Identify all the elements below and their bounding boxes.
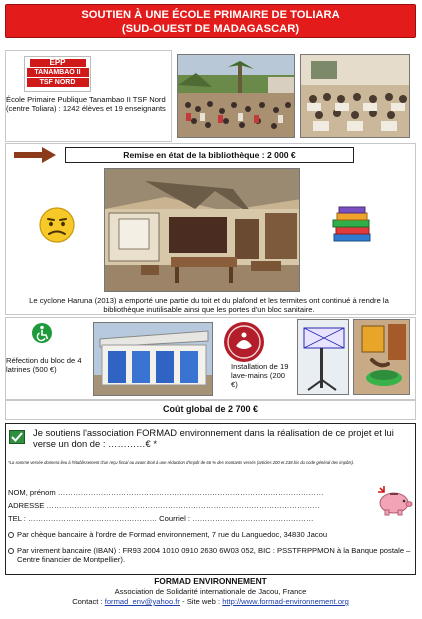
tel-email-field[interactable]: TEL : …………………………………………… Courriel : ………………………………………… [8,514,314,523]
library-photo [104,168,300,292]
schoolyard-photo [177,54,295,138]
logo-tsf-nord: TSF NORD [27,78,89,87]
logo-epp: EPP [30,59,86,67]
footer-subtitle: Association de Solidarité internationale de Jacou, France [114,587,307,596]
piggy-bank-icon [374,482,414,516]
website-link[interactable]: http://www.formad-environnement.org [222,597,349,606]
latrines-photo [93,322,213,396]
total-cost: Coût global de 2 700 € [162,404,259,414]
handwashing-photo [353,319,410,395]
title-line-2: (SUD-OUEST DE MADAGASCAR) [121,23,300,35]
pledge-text: Je soutiens l'association FORMAD environnement dans la réalisation de ce projet et lui verse un don de : …………€ * [33,427,394,449]
title-line-1: SOUTIEN À UNE ÉCOLE PRIMAIRE DE TOLIARA [81,9,340,21]
classroom-photo [300,54,410,138]
site-label: - Site web : [182,597,221,606]
name-field[interactable]: NOM, prénom …………………………………………………………………………………………… [8,488,324,497]
lavemains-text: Installation de 19 lave-mains (200 €) [231,362,289,389]
books-icon [330,206,374,244]
footer-org: FORMAD ENVIRONNEMENT [154,576,267,586]
library-heading: Remise en état de la bibliothèque : 2 000 € [65,147,354,163]
footer-contact [5,597,416,606]
transfer-radio[interactable] [8,548,14,554]
lavemains-logo [222,320,266,364]
worried-face-icon [38,206,76,244]
logo-tanambao: TANAMBAO II [27,68,89,77]
title-banner [5,4,416,38]
address-field[interactable]: ADRESSE ……………………………………………………………………………………………… [8,501,320,510]
handwash-stand-photo [297,319,349,395]
latrines-text: Réfection du bloc de 4 latrines (500 €) [6,356,82,374]
checkbox-check-icon[interactable] [9,430,25,444]
arrow-right-icon [14,147,56,163]
school-logo [24,56,91,92]
tax-footnote: *La somme versée donnera lieu à l'établissement d'un reçu fiscal ou avant droit à une réduction d'impôt de 66 % des montants versés (articles 200 et 238 bis du code général des impôts). [8,460,355,465]
contact-label: Contact : [72,597,103,606]
email-link[interactable]: formad_env@yahoo.fr [104,597,180,606]
accessibility-icon [31,322,53,344]
school-description: École Primaire Publique Tanambao II TSF Nord (centre Toliara) : 1242 élèves et 19 enseignants [6,95,166,113]
transfer-option: Par virement bancaire (IBAN) : FR93 2004 1010 0910 2630 6W03 052, BIC : PSSTFRPPMON à la Banque postale – Centre financier de Montpellier). [17,546,411,564]
cheque-radio[interactable] [8,532,14,538]
cheque-option: Par chèque bancaire à l'ordre de Formad environnement, 7 rue du Languedoc, 34830 Jacou [17,530,328,539]
library-caption: Le cyclone Haruna (2013) a emporté une partie du toit et du plafond et les termites ont continué à rendre la bibliothèque inutilisable ainsi que les portes d'un bloc sanitaire. [29,296,389,314]
